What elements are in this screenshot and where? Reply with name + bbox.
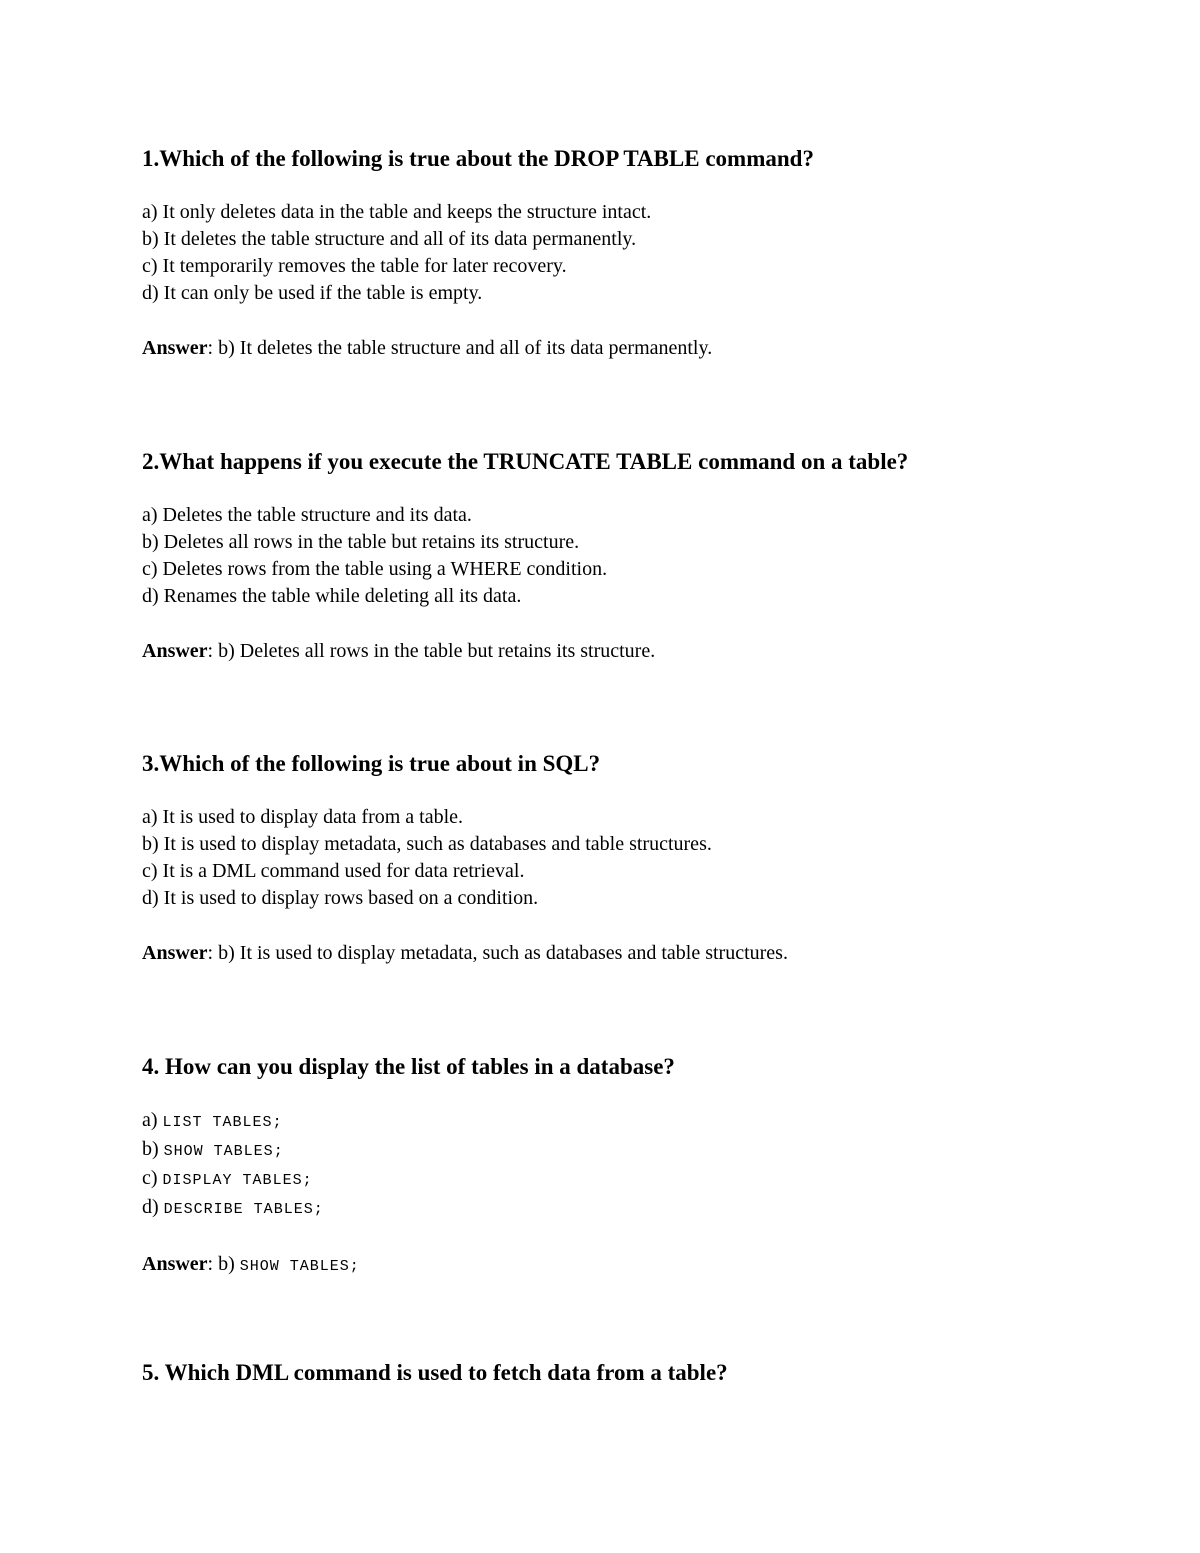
code-text: DESCRIBE TABLES; [163, 1201, 324, 1218]
option-d: d) It is used to display rows based on a condition. [142, 887, 539, 909]
option-b: b) SHOW TABLES; [142, 1138, 284, 1160]
options-list [142, 804, 1142, 912]
option-d: d) It can only be used if the table is empty. [142, 282, 483, 304]
options-list [142, 502, 1142, 610]
question-3 [142, 750, 1142, 967]
answer-text: Deletes all rows in the table but retains its structure. [239, 640, 656, 662]
option-b: b) It deletes the table structure and all of its data permanently. [142, 228, 637, 250]
answer-line: Answer: b) SHOW TABLES; [142, 1253, 360, 1275]
answer-text: SHOW TABLES; [239, 1258, 360, 1275]
code-text: SHOW TABLES; [163, 1143, 284, 1160]
option-a: a) It is used to display data from a table. [142, 806, 464, 828]
question-2 [142, 448, 1142, 665]
option-d: d) Renames the table while deleting all its data. [142, 585, 522, 607]
question-4 [142, 1053, 1142, 1280]
option-c: c) Deletes rows from the table using a WHERE condition. [142, 558, 608, 580]
question-title: 4. How can you display the list of tables in a database? [142, 1054, 675, 1079]
option-b: b) It is used to display metadata, such as databases and table structures. [142, 833, 712, 855]
question-title: 5. Which DML command is used to fetch data from a table? [142, 1360, 728, 1385]
option-c: c) It temporarily removes the table for later recovery. [142, 255, 567, 277]
options-list [142, 1107, 1142, 1223]
answer-text: It deletes the table structure and all of its data permanently. [239, 337, 713, 359]
answer-label: Answer [142, 942, 208, 964]
question-5 [142, 1359, 1142, 1387]
option-a: a) Deletes the table structure and its data. [142, 504, 472, 526]
code-text: DISPLAY TABLES; [162, 1172, 313, 1189]
answer-label: Answer [142, 640, 208, 662]
option-c: c) It is a DML command used for data retrieval. [142, 860, 525, 882]
answer-line: Answer: b) Deletes all rows in the table but retains its structure. [142, 640, 656, 662]
question-title: 3.Which of the following is true about in SQL? [142, 751, 601, 776]
code-text: LIST TABLES; [162, 1114, 283, 1131]
option-a: a) It only deletes data in the table and keeps the structure intact. [142, 201, 652, 223]
options-list [142, 199, 1142, 307]
answer-label: Answer [142, 337, 208, 359]
answer-text: It is used to display metadata, such as databases and table structures. [239, 942, 788, 964]
answer-line: Answer: b) It is used to display metadata, such as databases and table structures. [142, 942, 788, 964]
question-title: 2.What happens if you execute the TRUNCATE TABLE command on a table? [142, 449, 909, 474]
option-b: b) Deletes all rows in the table but retains its structure. [142, 531, 580, 553]
answer-line: Answer: b) It deletes the table structure and all of its data permanently. [142, 337, 713, 359]
option-d: d) DESCRIBE TABLES; [142, 1196, 324, 1218]
answer-label: Answer [142, 1253, 208, 1275]
question-title: 1.Which of the following is true about the DROP TABLE command? [142, 146, 814, 171]
question-1 [142, 145, 1142, 362]
option-a: a) LIST TABLES; [142, 1109, 283, 1131]
option-c: c) DISPLAY TABLES; [142, 1167, 313, 1189]
